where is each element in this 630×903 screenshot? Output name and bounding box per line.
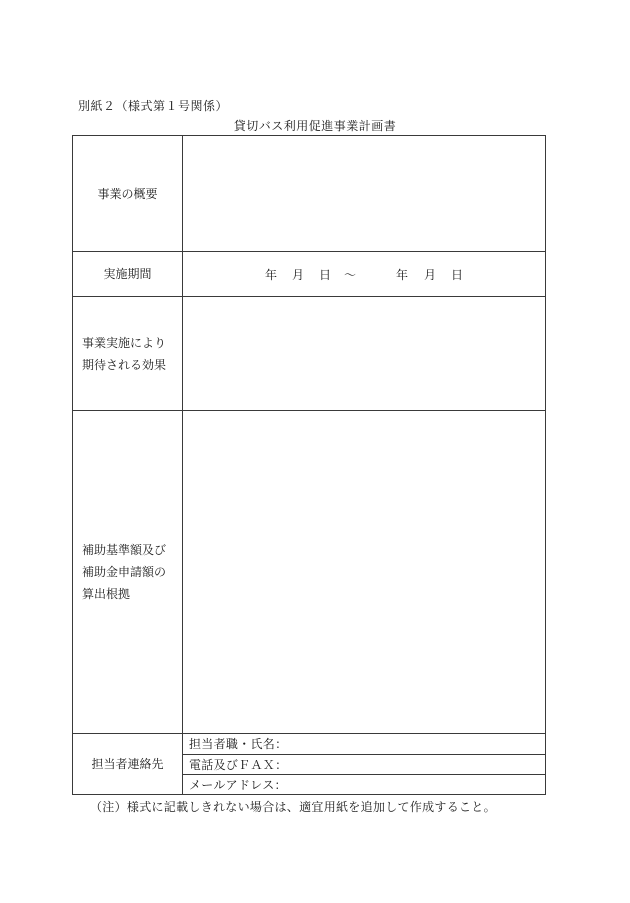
row-basis <box>73 410 545 733</box>
plan-form-table <box>72 135 546 795</box>
contact-fields <box>183 734 545 794</box>
period-end-month: 月 <box>424 267 437 282</box>
contact-label-cell <box>73 734 183 794</box>
document-title: 貸切バス利用促進事業計画書 <box>233 119 397 133</box>
header-reference: 別紙２（様式第１号関係） <box>78 99 229 113</box>
period-end-day: 日 <box>451 267 464 282</box>
contact-person-field[interactable]: 担当者職・氏名： <box>189 737 288 751</box>
period-start-year: 年 <box>265 267 278 282</box>
footnote: （注）様式に記載しきれない場合は、適宜用紙を追加して作成すること。 <box>90 800 496 814</box>
row-effect <box>73 296 545 410</box>
row-overview <box>73 136 545 251</box>
overview-label: 事業の概要 <box>97 186 158 201</box>
effect-label-cell <box>73 297 183 410</box>
row-contact <box>73 733 545 794</box>
period-start-month: 月 <box>292 267 305 282</box>
contact-phone-fax-field[interactable]: 電話及びＦＡＸ： <box>183 754 545 774</box>
period-label-cell <box>73 252 183 296</box>
basis-label-cell <box>73 411 183 733</box>
basis-label <box>82 539 166 605</box>
effect-label-line1: 事業実施により <box>82 335 167 350</box>
period-start-day: 日 <box>319 267 332 282</box>
basis-field[interactable] <box>183 411 545 733</box>
period-field[interactable] <box>183 252 545 296</box>
overview-label-cell <box>73 136 183 251</box>
overview-field[interactable] <box>183 136 545 251</box>
effect-field[interactable] <box>183 297 545 410</box>
basis-label-line3: 算出根拠 <box>82 587 131 601</box>
contact-email-field[interactable]: メールアドレス： <box>183 774 545 794</box>
effect-label-line2: 期待される効果 <box>82 357 167 372</box>
row-period <box>73 251 545 296</box>
basis-label-line2: 補助金申請額の <box>82 565 167 579</box>
contact-label: 担当者連絡先 <box>91 757 164 771</box>
basis-label-line1: 補助基準額及び <box>82 543 167 557</box>
period-values <box>183 252 545 296</box>
period-label: 実施期間 <box>103 267 152 281</box>
effect-label <box>82 332 166 376</box>
period-end-year: 年 <box>396 267 409 282</box>
period-separator: ～ <box>344 267 357 282</box>
